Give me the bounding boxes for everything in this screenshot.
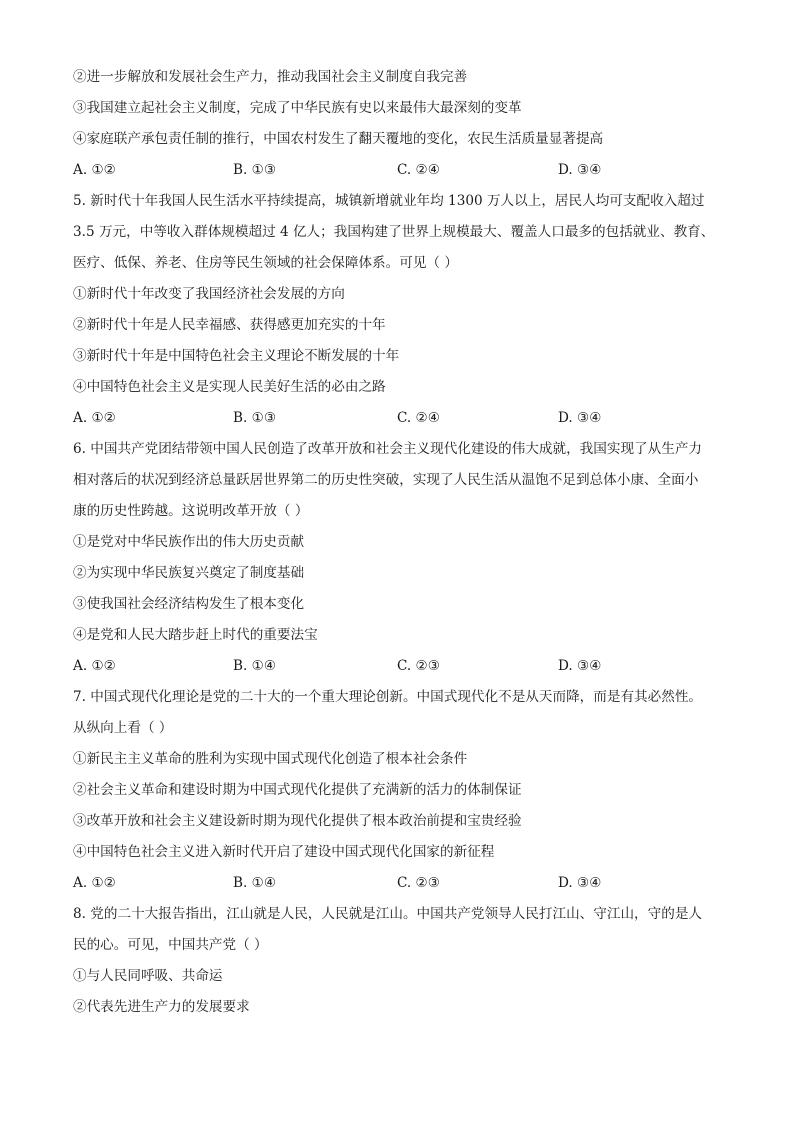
- text-line: 康的历史性跨越。这说明改革开放（ ）: [73, 503, 309, 519]
- text-line: 7. 中国式现代化理论是党的二十大的一个重大理论创新。中国式现代化不是从天而降，而是有其必然性。: [73, 689, 703, 705]
- text-line: ④中国特色社会主义是实现人民美好生活的必由之路: [73, 379, 386, 395]
- text-line: ③改革开放和社会主义建设新时期为现代化提供了根本政治前提和宝贵经验: [73, 813, 522, 829]
- text-line: ③使我国社会经济结构发生了根本变化: [73, 596, 305, 612]
- answer-options-row: [73, 403, 733, 434]
- answer-option: D. ③④: [558, 410, 602, 426]
- text-line: ③我国建立起社会主义制度，完成了中华民族有史以来最伟大最深刻的变革: [73, 100, 522, 116]
- answer-options-row: [73, 868, 733, 899]
- answer-options-row: [73, 155, 733, 186]
- text-line: ③新时代十年是中国特色社会主义理论不断发展的十年: [73, 348, 400, 364]
- answer-option: B. ①④: [233, 875, 277, 891]
- text-line: ④是党和人民大踏步赶上时代的重要法宝: [73, 627, 318, 643]
- answer-options-row: [73, 651, 733, 682]
- answer-option: C. ②④: [397, 162, 440, 178]
- answer-option: A. ①②: [73, 875, 116, 891]
- answer-option: D. ③④: [558, 658, 602, 674]
- text-line: 6. 中国共产党团结带领中国人民创造了改革开放和社会主义现代化建设的伟大成就，我国实现了从生产力: [73, 441, 703, 457]
- text-line: 8. 党的二十大报告指出，江山就是人民，人民就是江山。中国共产党领导人民打江山、守江山，守的是人: [73, 906, 703, 922]
- answer-option: A. ①②: [73, 410, 116, 426]
- answer-option: C. ②④: [397, 410, 440, 426]
- text-line: 从纵向上看（ ）: [73, 720, 173, 736]
- text-line: ②代表先进生产力的发展要求: [73, 999, 250, 1015]
- text-line: ④中国特色社会主义进入新时代开启了建设中国式现代化国家的新征程: [73, 844, 495, 860]
- answer-option: B. ①③: [233, 410, 277, 426]
- answer-option: B. ①④: [233, 658, 277, 674]
- text-line: ②新时代十年是人民幸福感、获得感更加充实的十年: [73, 317, 386, 333]
- text-line: ④家庭联产承包责任制的推行，中国农村发生了翻天覆地的变化，农民生活质量显著提高: [73, 131, 604, 147]
- text-line: ①是党对中华民族作出的伟大历史贡献: [73, 534, 305, 550]
- text-line: 3.5 万元，中等收入群体规模超过 4 亿人；我国构建了世界上规模最大、覆盖人口最多的包括就业、教育、: [73, 224, 715, 240]
- question-content: [73, 62, 733, 1023]
- text-line: 医疗、低保、养老、住房等民生领域的社会保障体系。可见（ ）: [73, 255, 458, 271]
- text-line: ①与人民同呼吸、共命运: [73, 968, 223, 984]
- answer-option: C. ②③: [397, 875, 440, 891]
- answer-option: A. ①②: [73, 658, 116, 674]
- text-line: ①新民主主义革命的胜利为实现中国式现代化创造了根本社会条件: [73, 751, 468, 767]
- text-line: ②社会主义革命和建设时期为中国式现代化提供了充满新的活力的体制保证: [73, 782, 522, 798]
- answer-option: B. ①③: [233, 162, 277, 178]
- answer-option: D. ③④: [558, 162, 602, 178]
- text-line: ②为实现中华民族复兴奠定了制度基础: [73, 565, 305, 581]
- text-line: ①新时代十年改变了我国经济社会发展的方向: [73, 286, 345, 302]
- answer-option: A. ①②: [73, 162, 116, 178]
- text-line: 相对落后的状况到经济总量跃居世界第二的历史性突破，实现了人民生活从温饱不足到总体小康、全面小: [73, 472, 699, 488]
- text-line: 5. 新时代十年我国人民生活水平持续提高，城镇新增就业年均 1300 万人以上，居民人均可支配收入超过: [73, 193, 705, 209]
- answer-option: C. ②③: [397, 658, 440, 674]
- text-line: ②进一步解放和发展社会生产力，推动我国社会主义制度自我完善: [73, 69, 468, 85]
- text-line: 民的心。可见，中国共产党（ ）: [73, 937, 268, 953]
- answer-option: D. ③④: [558, 875, 602, 891]
